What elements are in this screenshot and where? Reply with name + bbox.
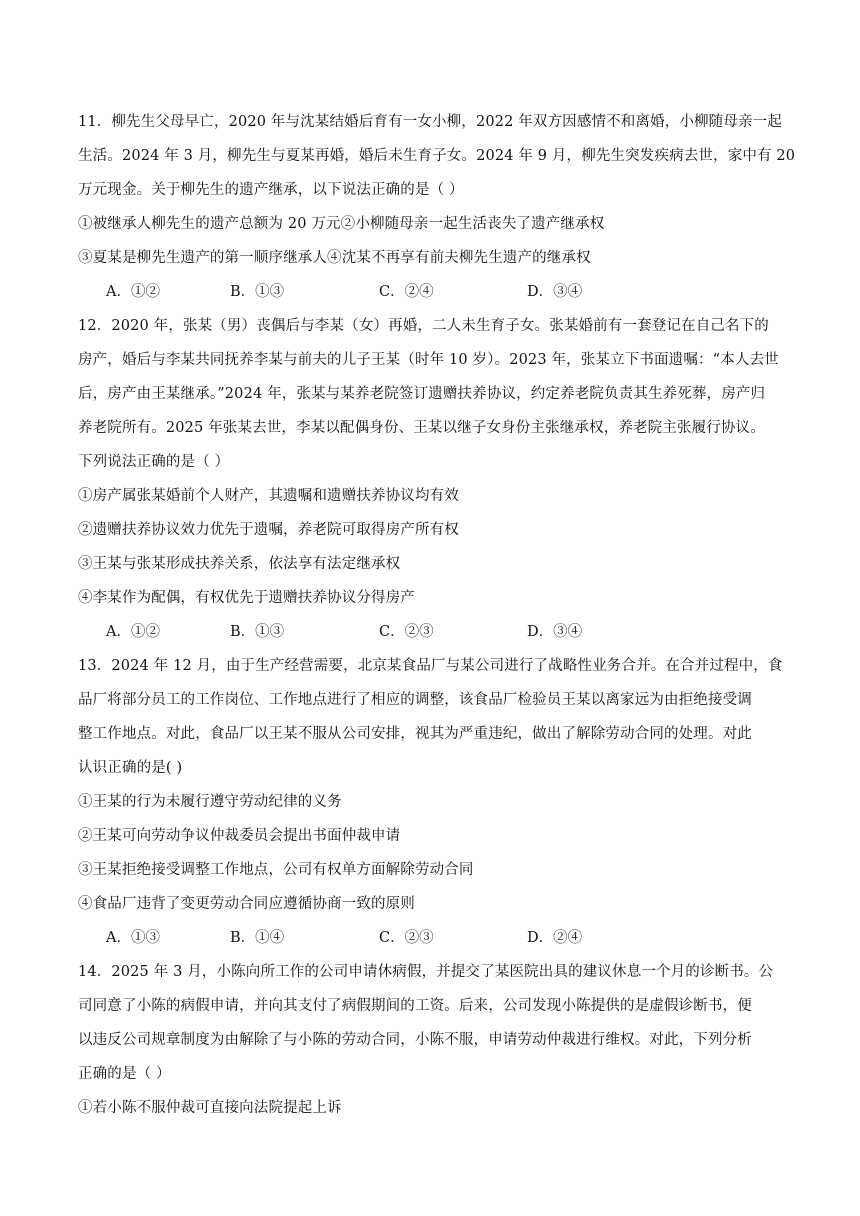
question-stem-line: 整工作地点。对此，食品厂以王某不服从公司安排，视其为严重违纪，做出了解除劳动合同的处理。对此 [78,726,752,742]
statement-line: ③夏某是柳先生遗产的第一顺序继承人④沈某不再享有前夫柳先生遗产的继承权 [78,250,591,266]
question-stem-line: 司同意了小陈的病假申请，并向其支付了病假期间的工资。后来，公司发现小陈提供的是虚假诊断书，便 [78,998,752,1014]
statement-line: ①房产属张某婚前个人财产，其遗嘱和遗赠扶养协议均有效 [78,488,459,504]
option-d: D．②④ [527,930,583,946]
statement-line: ①被继承人柳先生的遗产总额为 20 万元②小柳随母亲一起生活丧失了遗产继承权 [78,216,605,232]
question-stem-line: 下列说法正确的是（ ） [78,454,230,470]
question-stem-line: 房产，婚后与李某共同抚养李某与前夫的儿子王某（时年 10 岁）。2023 年，张某立下书面遗嘱：“本人去世 [78,352,779,368]
question-stem-line: 生活。2024 年 3 月，柳先生与夏某再婚，婚后未生育子女。2024 年 9 月，柳先生突发疾病去世，家中有 20 [78,148,796,164]
option-b: B．①④ [230,930,285,946]
option-c: C．②④ [379,284,434,300]
question-stem-line: 14．2025 年 3 月，小陈向所工作的公司申请休病假，并提交了某医院出具的建议休息一个月的诊断书。公 [78,964,774,980]
statement-line: ②王某可向劳动争议仲裁委员会提出书面仲裁申请 [78,828,401,844]
option-d: D．③④ [527,624,583,640]
option-b: B．①③ [230,284,285,300]
question-stem-line: 认识正确的是( ) [78,760,183,776]
question-stem-line: 养老院所有。2025 年张某去世，李某以配偶身份、王某以继子女身份主张继承权，养老院主张履行协议。 [78,420,765,436]
question-stem-line: 后，房产由王某继承。”2024 年，张某与某养老院签订遗赠扶养协议，约定养老院负责其生养死葬，房产归 [78,386,766,402]
statement-line: ①王某的行为未履行遵守劳动纪律的义务 [78,794,342,810]
option-a: A．①② [106,284,160,300]
option-d: D．③④ [527,284,583,300]
question-stem-line: 13．2024 年 12 月，由于生产经营需要，北京某食品厂与某公司进行了战略性业务合并。在合并过程中，食 [78,658,783,674]
question-stem-line: 正确的是（ ） [78,1066,171,1082]
option-a: A．①③ [106,930,160,946]
statement-line: ①若小陈不服仲裁可直接向法院提起上诉 [78,1100,342,1116]
question-stem-line: 12．2020 年，张某（男）丧偶后与李某（女）再婚，二人未生育子女。张某婚前有一套登记在自己名下的 [78,318,769,334]
question-stem-line: 万元现金。关于柳先生的遗产继承，以下说法正确的是（ ） [78,182,464,198]
statement-line: ④李某作为配偶，有权优先于遗赠扶养协议分得房产 [78,590,415,606]
option-b: B．①③ [230,624,285,640]
question-stem-line: 以违反公司规章制度为由解除了与小陈的劳动合同，小陈不服，申请劳动仲裁进行维权。对此，下列分析 [78,1032,752,1048]
statement-line: ③王某拒绝接受调整工作地点，公司有权单方面解除劳动合同 [78,862,474,878]
option-c: C．②③ [379,930,434,946]
question-stem-line: 11．柳先生父母早亡，2020 年与沈某结婚后育有一女小柳，2022 年双方因感情不和离婚，小柳随母亲一起 [78,114,782,130]
statement-line: ④食品厂违背了变更劳动合同应遵循协商一致的原则 [78,896,415,912]
option-c: C．②③ [379,624,434,640]
question-stem-line: 品厂将部分员工的工作岗位、工作地点进行了相应的调整，该食品厂检验员王某以离家远为由拒绝接受调 [78,692,752,708]
statement-line: ③王某与张某形成扶养关系，依法享有法定继承权 [78,556,401,572]
statement-line: ②遗赠扶养协议效力优先于遗嘱，养老院可取得房产所有权 [78,522,459,538]
option-a: A．①② [106,624,160,640]
